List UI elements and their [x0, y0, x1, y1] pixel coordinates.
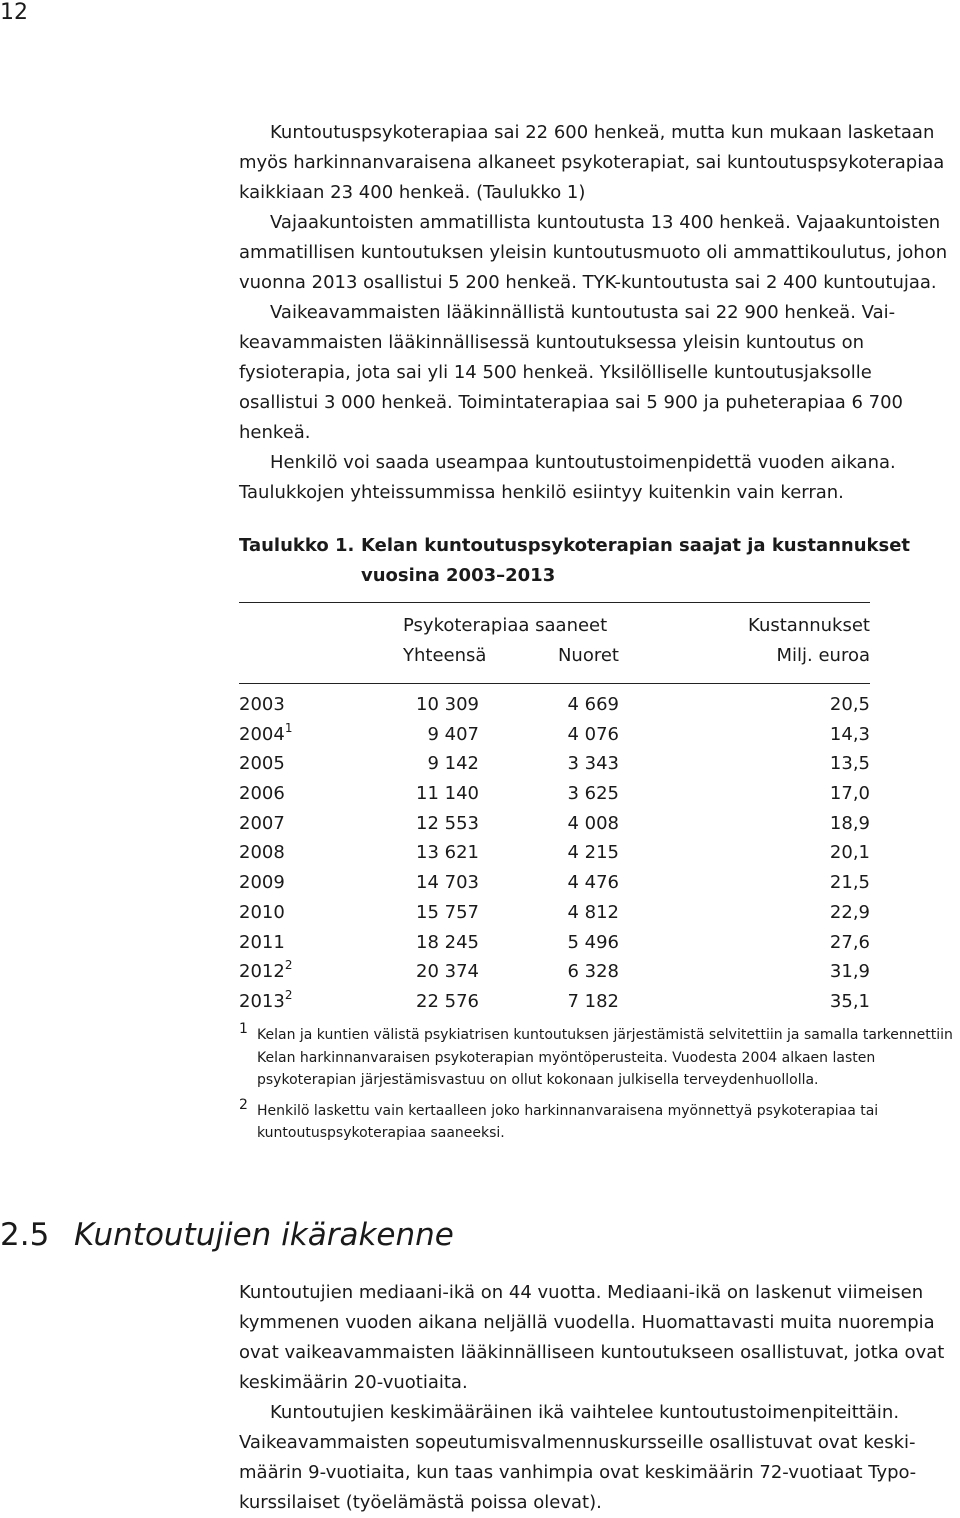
total-cell-value: 10 309 — [416, 694, 479, 715]
footnote-ref: 1 — [284, 720, 293, 735]
young-cell — [567, 902, 619, 923]
group-header-costs: Kustannukset — [748, 615, 870, 636]
total-cell — [416, 842, 479, 863]
cost-cell — [830, 872, 870, 893]
footnote-mark: 2 — [239, 1096, 248, 1113]
young-cell — [567, 813, 619, 834]
young-cell-value: 7 182 — [567, 990, 619, 1012]
year-cell — [239, 958, 293, 983]
cost-cell — [830, 991, 870, 1012]
total-cell — [416, 932, 479, 953]
young-cell-value: 4 812 — [567, 901, 619, 923]
year-cell-value: 2011 — [239, 931, 285, 953]
table-column-header — [239, 641, 870, 671]
year-cell-value: 2012 — [239, 961, 285, 983]
young-cell — [567, 991, 619, 1012]
total-cell — [427, 753, 479, 774]
young-cell — [567, 724, 619, 745]
total-cell-value: 20 374 — [416, 961, 479, 983]
paragraph: Kuntoutuspsykoterapiaa sai 22 600 henkeä, mutta kun mukaan lasketaan myös harkinnanvaraisena alkaneet psykoterapiat, sai kuntoutuspsykoterapiaa kaikkiaan 23 400 henkeä. (Taulukko 1) — [239, 122, 945, 203]
cost-cell-value: 20,5 — [829, 694, 870, 715]
cost-cell-value: 27,6 — [829, 931, 870, 953]
year-cell — [239, 872, 285, 893]
footnote-ref: 2 — [284, 958, 293, 973]
cost-cell — [830, 932, 870, 953]
cost-cell — [830, 842, 870, 863]
young-cell-value: 4 008 — [567, 812, 619, 834]
young-cell-value: 4 215 — [567, 842, 619, 864]
total-cell — [416, 902, 479, 923]
year-cell — [239, 842, 285, 863]
year-cell-value: 2004 — [239, 723, 285, 745]
page-number: 12 — [0, 0, 28, 25]
table-group-header — [239, 611, 870, 641]
footnote-text: Henkilö laskettu vain kertaalleen joko harkinnanvaraisena myönnettyä psykoterapiaa tai kuntoutuspsykoterapiaa saaneeksi. — [257, 1102, 879, 1141]
year-cell — [239, 932, 285, 953]
col-header-cost: Milj. euroa — [776, 645, 870, 666]
year-cell-value: 2009 — [239, 872, 285, 894]
col-header-young: Nuoret — [557, 645, 619, 666]
table-row — [239, 898, 870, 928]
young-cell — [567, 694, 619, 715]
young-cell-value: 3 625 — [567, 783, 619, 805]
total-cell-value: 15 757 — [416, 901, 479, 923]
year-cell-value: 2013 — [239, 990, 285, 1012]
young-cell — [567, 783, 619, 804]
cost-cell-value: 20,1 — [829, 842, 870, 864]
section-heading — [0, 1213, 454, 1257]
paragraph: Kuntoutujien mediaani-ikä on 44 vuotta. Mediaani-ikä on laskenut viimeisen kymmenen vuoden aikana neljällä vuodella. Huomattavasti muita nuorempia ovat vaikeavammaisten lääkinnälliseen kuntoutukseen osallistuvat, jotka ovat keskimäärin 20-vuotiaita. — [239, 1282, 945, 1393]
table-row — [239, 957, 870, 987]
total-cell-value: 22 576 — [416, 990, 479, 1012]
col-header-total: Yhteensä — [403, 645, 487, 666]
section-number: 2.5 — [0, 1217, 50, 1253]
cost-cell — [830, 753, 870, 774]
footnotes — [239, 1021, 957, 1153]
cost-cell — [830, 724, 870, 745]
total-cell — [416, 694, 479, 715]
cost-cell-value: 21,5 — [829, 872, 870, 894]
table-row — [239, 987, 870, 1017]
total-cell-value: 18 245 — [416, 931, 479, 953]
year-cell — [239, 813, 285, 834]
footnote-mark: 1 — [239, 1021, 248, 1037]
table-row — [239, 690, 870, 720]
cost-cell-value: 13,5 — [829, 753, 870, 775]
young-cell — [567, 872, 619, 893]
year-cell-value: 2003 — [239, 694, 285, 715]
year-cell-value: 2008 — [239, 842, 285, 864]
data-table — [239, 602, 870, 1017]
young-cell — [567, 842, 619, 863]
total-cell — [416, 961, 479, 982]
total-cell — [416, 813, 479, 834]
cost-cell-value: 31,9 — [829, 961, 870, 983]
table-row — [239, 838, 870, 868]
table-row — [239, 868, 870, 898]
footnote-ref: 2 — [284, 987, 293, 1002]
table-title — [239, 531, 951, 591]
young-cell-value: 3 343 — [567, 753, 619, 775]
cost-cell-value: 35,1 — [829, 990, 870, 1012]
cost-cell-value: 14,3 — [829, 723, 870, 745]
year-cell — [239, 783, 285, 804]
cost-cell-value: 17,0 — [829, 783, 870, 805]
young-cell-value: 4 476 — [567, 872, 619, 894]
table-body — [239, 690, 870, 1017]
footnote — [239, 1096, 957, 1145]
cost-cell — [830, 813, 870, 834]
year-cell-value: 2006 — [239, 783, 285, 805]
year-cell — [239, 694, 285, 715]
year-cell-value: 2005 — [239, 753, 285, 775]
intro-text — [239, 118, 951, 508]
cost-cell — [830, 694, 870, 715]
young-cell-value: 5 496 — [567, 931, 619, 953]
table-label: Taulukko 1. — [239, 535, 355, 556]
total-cell — [427, 724, 479, 745]
young-cell-value: 6 328 — [567, 961, 619, 983]
table-row — [239, 809, 870, 839]
young-cell — [567, 932, 619, 953]
footnote-text: Kelan ja kuntien välistä psykiatrisen kuntoutuksen järjestämistä selvitettiin ja samalla tarkennettiin Kelan harkinnanvaraisen psykoterapian myöntöperusteita. Vuodesta 2004 alkaen lasten psykoterapian järjestämisvastuu on ollut kokonaan julkisella terveydenhuollolla. — [257, 1027, 953, 1088]
paragraph: Henkilö voi saada useampaa kuntoutustoimenpidettä vuoden aikana. Taulukkojen yhteissummissa henkilö esiintyy kuitenkin vain kerran. — [239, 452, 896, 503]
section-title: Kuntoutujien ikärakenne — [74, 1217, 454, 1253]
table-row — [239, 779, 870, 809]
year-cell — [239, 902, 285, 923]
total-cell-value: 13 621 — [416, 842, 479, 864]
total-cell — [416, 872, 479, 893]
table-row — [239, 928, 870, 958]
total-cell-value: 12 553 — [416, 812, 479, 834]
year-cell — [239, 753, 285, 774]
group-header-psychotherapy: Psykoterapiaa saaneet — [403, 615, 608, 636]
total-cell — [416, 991, 479, 1012]
total-cell-value: 9 407 — [427, 723, 479, 745]
section-text — [239, 1278, 951, 1518]
cost-cell — [830, 902, 870, 923]
table-caption: Kelan kuntoutuspsykoterapian saajat ja kustannukset vuosina 2003–2013 — [361, 535, 911, 586]
year-cell — [239, 987, 293, 1012]
paragraph: Kuntoutujien keskimääräinen ikä vaihtelee kuntoutustoimenpiteittäin. Vaikeavammaisten sopeutumisvalmennuskursseille osallistuvat ovat keskimäärin 9-vuotiaita, kun taas vanhimpia ovat keskimäärin 72-vuotiaat Typokurssilaiset (työelämästä poissa olevat). — [239, 1402, 917, 1513]
table-row — [239, 720, 870, 750]
young-cell-value: 4 669 — [567, 694, 619, 715]
total-cell — [416, 783, 479, 804]
cost-cell — [830, 961, 870, 982]
young-cell — [567, 961, 619, 982]
year-cell-value: 2007 — [239, 812, 285, 834]
paragraph: Vajaakuntoisten ammatillista kuntoutusta 13 400 henkeä. Vajaakuntoisten ammatillisen kuntoutuksen yleisin kuntoutusmuoto oli ammattikoulutus, johon vuonna 2013 osallistui 5 200 henkeä. TYK-kuntoutusta sai 2 400 kuntoutujaa. — [239, 212, 948, 293]
cost-cell-value: 18,9 — [829, 812, 870, 834]
total-cell-value: 11 140 — [416, 783, 479, 805]
total-cell-value: 14 703 — [416, 872, 479, 894]
footnote — [239, 1021, 957, 1092]
table-row — [239, 749, 870, 779]
paragraph: Vaikeavammaisten lääkinnällistä kuntoutusta sai 22 900 henkeä. Vaikeavammaisten lääkinnällisessä kuntoutuksessa yleisin kuntoutus on fysioterapia, jota sai yli 14 500 henkeä. Yksilölliselle kuntoutusjaksolle osallistui 3 000 henkeä. Toimintaterapiaa sai 5 900 ja puheterapiaa 6 700 henkeä. — [239, 302, 903, 443]
year-cell — [239, 720, 293, 745]
total-cell-value: 9 142 — [427, 753, 479, 775]
young-cell-value: 4 076 — [567, 723, 619, 745]
year-cell-value: 2010 — [239, 901, 285, 923]
cost-cell-value: 22,9 — [829, 901, 870, 923]
cost-cell — [830, 783, 870, 804]
young-cell — [567, 753, 619, 774]
